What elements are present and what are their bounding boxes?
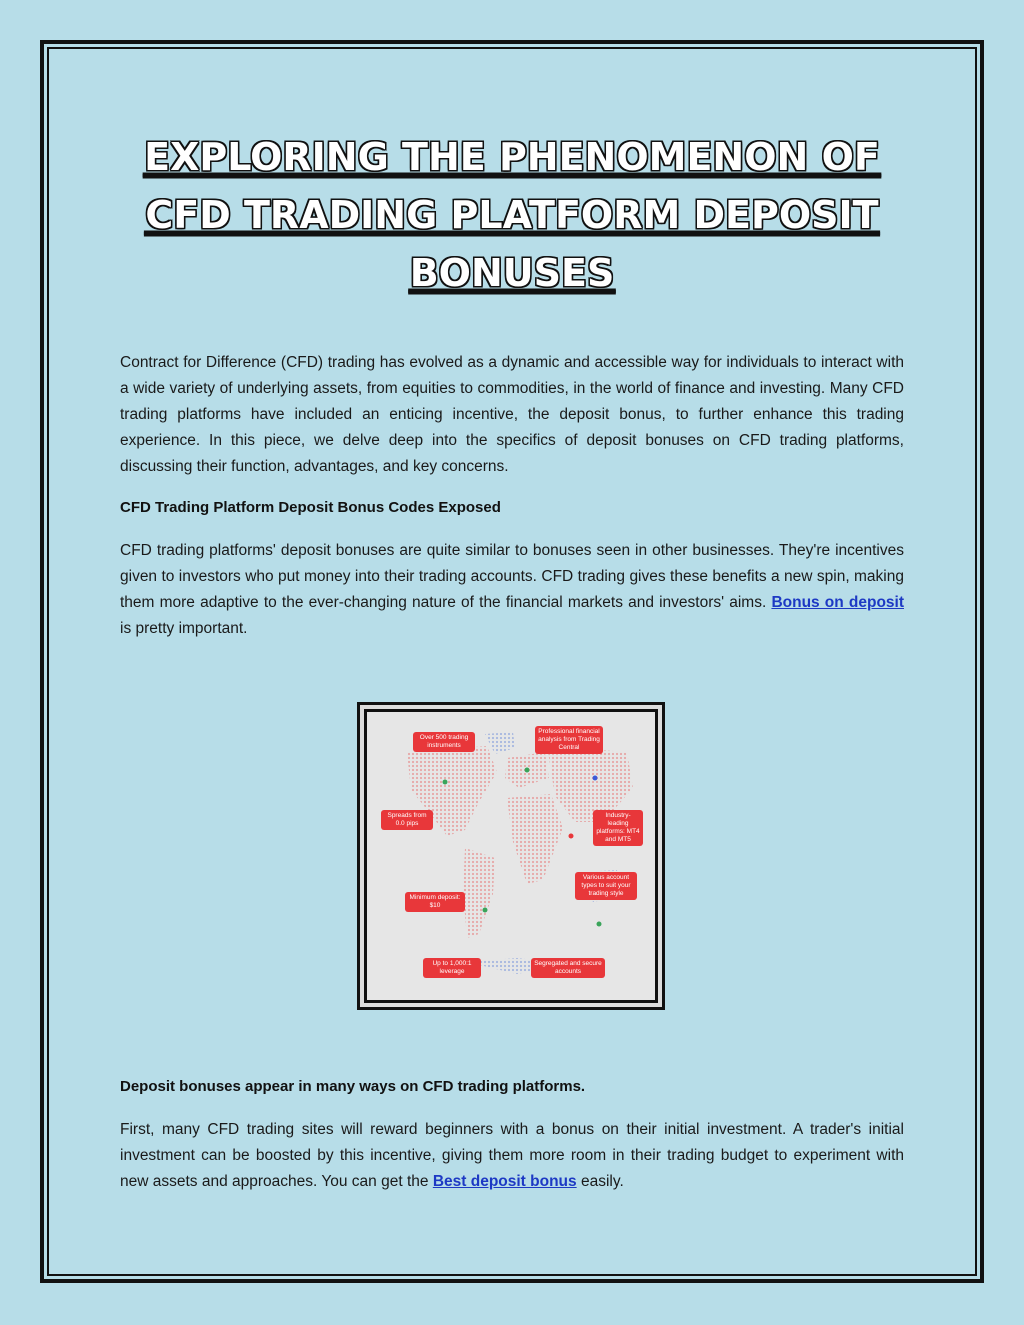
callout-platforms: Industry-leading platforms: MT4 and MT5 (593, 810, 643, 846)
greenland-shape (485, 732, 515, 754)
title-line-3: BONUSES (409, 251, 615, 295)
map-marker (483, 908, 488, 913)
world-map-image (357, 702, 665, 1010)
section-1-text: CFD trading platforms' deposit bonuses are quite similar to bonuses seen in other businesses. They're incentives given to investors who put money into their trading accounts. CFD trading gives these benefits a new spin, making them more adaptive to the ever-changing nature of the financial markets and investors' aims. (120, 542, 904, 611)
callout-trading-central: Professional financial analysis from Trading Central (535, 726, 603, 754)
south-america-shape (463, 848, 495, 938)
map-marker (593, 776, 598, 781)
africa-shape (507, 794, 563, 884)
callout-segregated-accounts: Segregated and secure accounts (531, 958, 605, 978)
bonus-on-deposit-link[interactable]: Bonus on deposit (771, 594, 904, 611)
section-1-heading: CFD Trading Platform Deposit Bonus Codes Exposed (120, 499, 501, 516)
map-marker (443, 780, 448, 785)
intro-paragraph: Contract for Difference (CFD) trading has evolved as a dynamic and accessible way for individuals to interact with a wide variety of underlying assets, from equities to commodities, in the world of finance and investing. Many CFD trading platforms have included an enticing incentive, the deposit bonus, to further enhance this trading experience. In this piece, we delve deep into the specifics of deposit bonuses on CFD trading platforms, discussing their function, advantages, and key concerns. (120, 354, 904, 475)
best-deposit-bonus-link[interactable]: Best deposit bonus (432, 1173, 577, 1190)
world-map-inner (364, 709, 658, 1003)
section-1-paragraph (120, 538, 904, 642)
section-2-paragraph (120, 1117, 904, 1195)
callout-account-types: Various account types to suit your trading style (575, 872, 637, 900)
map-marker (569, 834, 574, 839)
map-marker (525, 768, 530, 773)
callout-trading-instruments: Over 500 trading instruments (413, 732, 475, 752)
map-marker (597, 922, 602, 927)
section-2-text: First, many CFD trading sites will reward beginners with a bonus on their initial investment. A trader's initial investment can be boosted by this incentive, giving them more room in their trading budget to experiment with new assets and approaches. You can get the (120, 1121, 904, 1190)
document-title (120, 128, 904, 302)
callout-minimum-deposit: Minimum deposit: $10 (405, 892, 465, 912)
callout-leverage: Up to 1,000:1 leverage (423, 958, 481, 978)
section-2-text-end: easily. (576, 1173, 624, 1190)
section-1-text-end: is pretty important. (120, 620, 248, 637)
title-line-1: EXPLORING THE PHENOMENON OF (144, 135, 880, 179)
world-map-illustration (367, 712, 655, 1000)
title-line-2: CFD TRADING PLATFORM DEPOSIT (145, 193, 879, 237)
section-2-heading: Deposit bonuses appear in many ways on CFD trading platforms. (120, 1078, 586, 1095)
callout-spreads: Spreads from 0.0 pips (381, 810, 433, 830)
